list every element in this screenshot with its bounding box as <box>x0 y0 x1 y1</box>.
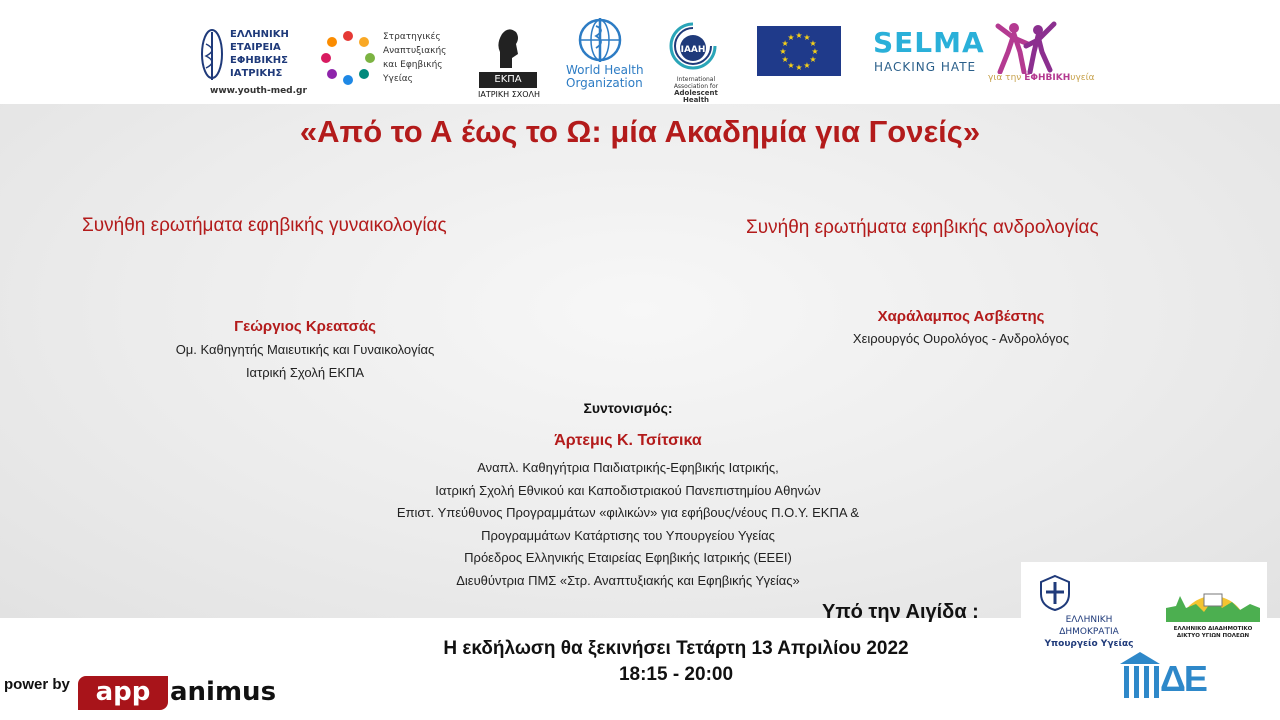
feminine-prefix: για την <box>988 73 1025 83</box>
eeei-line: ΕΛΛΗΝΙΚΗ <box>230 29 289 40</box>
strategic-ring-icon <box>318 28 378 88</box>
eu-star-icon: ★ <box>809 39 817 48</box>
coordinator-role-line: Προγραμμάτων Κατάρτισης του Υπουργείου Υγείας <box>481 527 775 543</box>
feminine-suffix: υγεία <box>1070 73 1095 83</box>
aegis-label: Υπό την Αιγίδα : <box>822 601 979 623</box>
ministry-line: Υπουργείο Υγείας <box>1044 639 1134 649</box>
page-title: «Από το Α έως το Ω: μία Ακαδημία για Γονείς» <box>299 114 981 149</box>
eu-star-icon: ★ <box>803 60 811 70</box>
eu-star-icon: ★ <box>787 33 795 43</box>
left-column-heading: Συνήθη ερωτήματα εφηβικής γυναικολογίας <box>82 215 447 236</box>
appanimus-logo-animus: animus <box>170 677 277 707</box>
iaah-line: International Association for <box>673 76 719 90</box>
network-name: ΕΛΛΗΝΙΚΟ ΔΙΑΔΗΜΟΤΙΚΟ ΔΙΚΤΥΟ ΥΓΙΩΝ ΠΟΛΕΩΝ <box>1173 626 1253 639</box>
ekpa-sub: ΙΑΤΡΙΚΗ ΣΧΟΛΗ <box>478 90 541 99</box>
event-date: Η εκδήλωση θα ξεκινήσει Τετάρτη 13 Απριλίου 2022 <box>443 638 909 659</box>
coordinator-role-line: Διευθύντρια ΠΜΣ «Στρ. Αναπτυξιακής και Εφηβικής Υγείας» <box>456 572 800 588</box>
eeei-name <box>230 28 289 80</box>
strategic-line: και Εφηβικής <box>383 60 443 70</box>
coordinator-role-line: Επιστ. Υπεύθυνος Προγραμμάτων «φιλικών» για εφήβους/νέους Π.Ο.Υ. ΕΚΠΑ & <box>396 505 860 521</box>
eu-star-icon: ★ <box>781 39 789 48</box>
eu-star-icon: ★ <box>787 60 795 70</box>
logo-bar <box>0 0 1280 104</box>
athena-head-icon <box>490 24 526 70</box>
coordinator-name: Άρτεμις Κ. Τσίτσικα <box>554 432 702 449</box>
who-name <box>566 64 644 90</box>
right-speaker-name: Χαράλαμπος Ασβέστης <box>877 308 1045 325</box>
eeei-line: ΕΦΗΒΙΚΗΣ <box>230 55 288 66</box>
eu-star-icon: ★ <box>795 31 803 40</box>
selma-title: SELMA <box>873 26 985 59</box>
selma-sub: HACKING HATE <box>874 60 977 74</box>
iaah-badge-icon <box>668 20 718 72</box>
ministry-line: ΕΛΛΗΝΙΚΗ ΔΗΜΟΚΡΑΤΙΑ <box>1059 615 1119 637</box>
iaah-badge-label: IAAH <box>680 45 706 55</box>
power-by-label: power by <box>4 676 70 693</box>
strategic-name <box>383 30 446 86</box>
strategic-line: Στρατηγικές <box>383 32 441 42</box>
left-speaker-role: Ομ. Καθηγητής Μαιευτικής και Γυναικολογίας <box>175 342 435 357</box>
right-column-heading: Συνήθη ερωτήματα εφηβικής ανδρολογίας <box>746 217 1099 238</box>
eu-star-icon: ★ <box>779 47 787 56</box>
eu-star-icon: ★ <box>809 55 817 64</box>
eeei-url: www.youth-med.gr <box>210 86 307 96</box>
iaah-line: Adolescent Health <box>674 89 718 104</box>
who-line: Organization <box>566 76 643 90</box>
appanimus-logo-app: app <box>78 676 168 710</box>
coordinator-role-line: Πρόεδρος Ελληνικής Εταιρείας Εφηβικής Ιατρικής (ΕΕΕΙ) <box>464 550 792 566</box>
left-speaker-name: Γεώργιος Κρεατσάς <box>234 318 376 335</box>
eu-star-icon: ★ <box>803 33 811 43</box>
coordination-label: Συντονισμός: <box>583 400 673 416</box>
event-time: 18:15 - 20:00 <box>618 664 734 685</box>
eu-star-icon: ★ <box>795 63 803 72</box>
eeei-line: ΕΤΑΙΡΕΙΑ <box>230 42 281 53</box>
coordinator-role-line: Ιατρική Σχολή Εθνικού και Καποδιστριακού Πανεπιστημίου Αθηνών <box>435 482 821 498</box>
feminine-tagline <box>988 73 1095 83</box>
who-line: World Health <box>566 63 644 77</box>
coordinator-role-line: Αναπλ. Καθηγήτρια Παιδιατρικής-Εφηβικής Ιατρικής, <box>477 460 779 475</box>
healthy-cities-icon <box>1166 578 1260 624</box>
greek-emblem-icon <box>1038 574 1072 612</box>
left-speaker-role: Ιατρική Σχολή ΕΚΠΑ <box>245 365 365 380</box>
feminine-bold: ΕΦΗΒΙΚΗ <box>1024 73 1071 83</box>
strategic-line: Υγείας <box>383 74 413 84</box>
ekpa-label: ΕΚΠΑ <box>479 72 537 88</box>
eeei-emblem-icon <box>196 28 228 84</box>
eu-star-icon: ★ <box>811 47 819 56</box>
eu-star-icon: ★ <box>781 55 789 64</box>
strategic-line: Αναπτυξιακής <box>383 46 447 56</box>
iaah-name <box>660 76 732 104</box>
who-globe-icon <box>574 16 626 64</box>
dancing-figures-icon <box>994 18 1058 74</box>
eu-flag-icon <box>757 26 841 76</box>
right-speaker-role: Χειρουργός Ουρολόγος - Ανδρολόγος <box>852 331 1070 346</box>
de-logo-text: ΔΕ <box>1160 658 1206 699</box>
eeei-line: ΙΑΤΡΙΚΗΣ <box>230 68 283 79</box>
